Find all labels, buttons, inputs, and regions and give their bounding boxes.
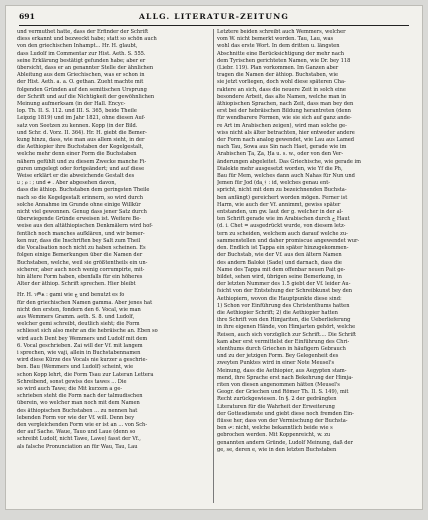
text-line: vom W. nicht bemerkt worden. Tau, Lau, was bbox=[217, 36, 334, 43]
text-line: der Buchstab, wie der Vf. aus den ältern Namen bbox=[217, 252, 342, 259]
page-number: 691 bbox=[19, 12, 35, 21]
page-header bbox=[19, 12, 409, 24]
text-line: änderungen abgeleitet. Das Griechische, wie gerade im bbox=[217, 158, 361, 165]
text-line: Geogr. der Griechen und Römer Th. II. S. 149), mit bbox=[217, 389, 349, 396]
text-line: so wird auch Tawe; die Mit kurzem a ge- bbox=[17, 385, 123, 392]
text-line: Harm, wie auch der Vf. annimmt, gewiss später bbox=[217, 201, 341, 208]
text-line: überwiegende Gründe erweisen ist. Weitere Be- bbox=[17, 216, 141, 223]
text-line: satz von Seetzen zu kennen. Kopp (in der Bild. bbox=[17, 122, 138, 129]
text-line: die Aethiopier ihre Buchstaben der Kegelgestalt, bbox=[17, 144, 144, 151]
text-line: Literaturen für die Wahrheit der Erweiterung bbox=[217, 403, 335, 410]
text-line: fentlich noch manches aufklären, und wir bemer- bbox=[17, 230, 145, 237]
text-line: nicht den ersten, fondern den 6. Vocal, wie man bbox=[17, 306, 141, 313]
text-line: äthiopischen Sprachen, nach Zeit, dass man bey den bbox=[217, 101, 354, 108]
text-line: sie jetzt vorliegen, doch wohl diese späteren Cha- bbox=[217, 79, 346, 86]
text-line: sicherer, aber auch noch wenig corrumpirte, mit- bbox=[17, 266, 145, 273]
text-line: als falsche Pronunciation an für Wau, Tau, Lau bbox=[17, 443, 138, 450]
text-line: (d. i. Chet = ausgedrückt wurde, von diesem letz- bbox=[217, 223, 346, 230]
text-line: in ihre eigenen Hände, von Himjarten gehört, welche bbox=[217, 324, 356, 331]
text-line: zweyten Punktes wird in einer Note Meusel's bbox=[217, 360, 335, 367]
text-line: der Gottesdienste und giebt diese noch fremden Ein- bbox=[217, 410, 354, 417]
text-line: der Form nach analog gewendet, wie Lau aus Lamed bbox=[217, 137, 355, 144]
text-line: Buchstaben, welche, weil sie größtentheils ein un- bbox=[17, 259, 148, 266]
text-line: Letztere beiden schreibt auch Wemmers, welcher bbox=[217, 29, 346, 35]
text-line: die Vocalisation noch nicht zu haben scheinen. Es bbox=[17, 245, 146, 252]
text-line: i sprechen, wie vaji, allein in Buchstabennamen bbox=[17, 349, 141, 356]
text-line: (Liebr. 119). Plan vorkommen. Im Ganzen aber bbox=[217, 65, 339, 72]
text-line: erst bei der hebräischen Bildung herantreten (denn bbox=[217, 108, 351, 115]
text-line: fsicht von der Entstehung der Schreibkunst bey den bbox=[217, 288, 353, 295]
text-line: der letzten Nummer des 1.5 giebt der Vf. leider Au- bbox=[217, 281, 351, 288]
text-line: übersicht, dass er an genannter Stelle der ähnlichen bbox=[17, 65, 154, 72]
text-line: ben. Bau (Wemmers und Ludolf) scheint, wie bbox=[17, 364, 134, 371]
newspaper-page bbox=[5, 5, 423, 510]
text-line: überein, wo welcher man noch mit dem Namen bbox=[17, 400, 140, 407]
header-rule bbox=[19, 25, 409, 26]
text-line: wiss nicht als älter betrachten, hier entweder andere bbox=[217, 129, 355, 136]
text-line: für wendbarere Formen, wie sie sich auf ganz ande- bbox=[217, 115, 352, 122]
text-line: ben ሠ: nicht, welche bekanntlich beide wie s bbox=[217, 425, 333, 432]
text-line: schon Kopp lehrt, die Form Tsau zur Lateran Lettera bbox=[17, 371, 154, 378]
text-line: lebenden Form vor wie der Vf. will. Denn bey bbox=[17, 414, 135, 421]
text-line: den vergleichenden Form wie er ist an ... von Sch- bbox=[17, 421, 148, 428]
text-line: 1) Schon vor Einführung des Christenthums hatten bbox=[217, 302, 350, 309]
text-line: und vermuthet hatte, dass der Erfinder der Schrift bbox=[17, 29, 149, 35]
text-line: folgenden Gründen auf den semitischen Ursprung bbox=[17, 86, 147, 93]
text-line: diess erkannt und bezweckt habe; statt so schön auch bbox=[17, 36, 157, 43]
text-line: flüsse her, dass von der Vermischung der Buchsta- bbox=[217, 417, 348, 424]
text-line: Weise erklärt er die abweichende Gestalt des bbox=[17, 173, 135, 180]
text-line: Leipzig 1819) und im Jahr 1821, ohne diesen Auf- bbox=[17, 115, 146, 122]
column-divider bbox=[213, 29, 214, 503]
text-line: mend, ihre Sprache erst nach Bekehrung der Himja- bbox=[217, 374, 353, 381]
text-line: schreibt Ludolf, nicht Tawe, Lawe) fasst der Vf., bbox=[17, 436, 141, 443]
left-column bbox=[17, 29, 210, 451]
text-line: ge, se, deren e, wie in den letzten Buchstaben bbox=[217, 446, 337, 453]
text-line: tern zu scheiden, welchem auch darauf welche zu- bbox=[217, 230, 348, 237]
text-line: Recht zurückgewiesen. In §. 2 der gedrängten bbox=[217, 396, 337, 403]
text-line: Schreibend, sonst gewiss des tawes ... Die bbox=[17, 378, 127, 385]
text-line: nicht viel gewonnen. Genug dass jener Satz durch bbox=[17, 209, 147, 216]
text-line: ken nur, dass die Inschriften bey Salt zum Theil bbox=[17, 237, 141, 244]
text-line: der Hist. Aeth. a. a. O. gethan. Zueht machte mit bbox=[17, 79, 144, 86]
text-line: spricht, nicht mit dem zu bezeichnenden Buchsta- bbox=[217, 187, 347, 194]
text-line: folgen einige Bemerkungen über die Namen der bbox=[17, 252, 143, 259]
text-line: Meinung aufmerksam (in der Hall. Encyc- bbox=[17, 101, 126, 108]
text-line: ihre Schrift von den Himjariten, die Ueberlieferung bbox=[217, 317, 351, 324]
text-line: wird diese Kürze des Vocals nie kurzer a geschrie- bbox=[17, 357, 148, 364]
text-line: re Art im Arabischen zeigen), wird man solche ge- bbox=[217, 122, 347, 129]
text-line: der Schrift und auf die Nichtigkeit der gewöhnlichen bbox=[17, 93, 155, 100]
text-line: den. Endlich ist Ṭappa ein später hinzugekommen- bbox=[217, 245, 349, 252]
text-line: kam aber erst vermittelst der Einführung des Chri- bbox=[217, 338, 350, 345]
text-line: kung hinzu, dass, wie man aus allem sieht, in der bbox=[17, 137, 145, 144]
text-line: schrieben steht die Form nach der talmudischen bbox=[17, 393, 143, 400]
text-line: nach Tau, Sowa aus Sin nach Haet, gerade wie im bbox=[217, 144, 347, 151]
text-line: stenthums durch Griechen in häufigern Gebrauch bbox=[217, 345, 346, 352]
text-line: entstanden, um gw. laut der g. welcher in der al- bbox=[217, 209, 343, 216]
text-line: seine Erklärung bestätigt gefunden habe; aber er bbox=[17, 57, 146, 64]
text-line: dem Tyrischen gerichteten Namen, wie Dr. bey 118 bbox=[217, 57, 351, 64]
text-line: lop. Th. II. S. 112. und III. S. 365, beide Theile bbox=[17, 108, 137, 115]
text-line: nach so die Kegelgestalt erinnern, so wird durch bbox=[17, 194, 144, 201]
text-line: Abschnitte eine Berücksichtigung der mehr nach bbox=[217, 50, 345, 57]
text-line: nähern gefühlt und zu diesem Zwecke manche Fi- bbox=[17, 158, 147, 165]
text-line: tragen die Namen der äthiop. Buchstaben, wie bbox=[217, 72, 338, 79]
text-line: des andern Baloké (Sade) und darnach, dass die bbox=[217, 259, 342, 266]
text-line: dass Ludolf im Commentar zur Hist. Aeth. S. 555. bbox=[17, 50, 146, 57]
text-line: für den griechischen Namen gamma. Aber jenes hat bbox=[17, 299, 153, 306]
text-line: dass die äthiop. Buchstaben dem geringsten Theile bbox=[17, 187, 150, 194]
text-line: von den griechischen Inhampt... Hr. H. glaubt, bbox=[17, 43, 138, 50]
right-column bbox=[217, 29, 410, 454]
text-line: sammenstellen und daher promiscue angewendet wur- bbox=[217, 237, 360, 244]
journal-title: ALLG. LITERATUR-ZEITUNG bbox=[138, 12, 290, 21]
text-line: riten von diesen angenommen hätten (Meusel's bbox=[217, 381, 340, 388]
text-line: Reisen, auch sich vorzüglich zur Schrift.... Die Schrift bbox=[217, 331, 357, 338]
text-line: hin ältere Form haben, ebenfalls für ein höheres bbox=[17, 273, 143, 280]
text-line: ע ; ዐ : ; und ቀ . Aber abgesehen davon, bbox=[17, 180, 117, 187]
text-line: und Schr. d. Vorz. II. 364). Hr. H. giebt die Bemer- bbox=[17, 129, 147, 136]
text-line: welcher gemi schreibt, deutlich sieht; die Form bbox=[17, 321, 140, 328]
text-line: Meinung, dass die Aethiopier, aus Aegypten stam- bbox=[217, 367, 347, 374]
text-line: und zu der jetzigen Form. Bey Gelegenheit des bbox=[217, 353, 339, 360]
text-line: der auf Sache. Waue, Tauo und Laue (denn so bbox=[17, 429, 136, 436]
text-line: solche Annahme im Grunde ohne einige Willkür bbox=[17, 201, 141, 208]
text-line: Alter der äthiop. Schrift sprechen. Hier bleibt bbox=[17, 281, 136, 288]
text-line: Dialekte mehr ausgesetzt worden, wie Ỳf die Ph, bbox=[217, 165, 343, 172]
text-line: ben anfängt) gereichert worden mögen. Ferner ist bbox=[217, 194, 348, 201]
text-line: weise aus den altäthiopischen Denkmälern wird hof- bbox=[17, 223, 153, 230]
text-line: raktere an sich, dass die neuere Zeit in solch eine bbox=[217, 86, 346, 93]
text-line: welche mehr denn einer Form die Buchstaben bbox=[17, 151, 137, 158]
text-line: Name des Ṭappa mit dem offenbar neuen Pait ge- bbox=[217, 266, 346, 273]
text-line: wird auch Dent bey Wemmers und Ludolf mit dem bbox=[17, 335, 148, 342]
text-line: aus Wemmers Gramm. aeth. S. 8. und Ludolf, bbox=[17, 313, 135, 320]
text-line: wohl das erste Wort. In dem dritten u. längsten bbox=[217, 43, 340, 50]
text-line: Hr. H. ገምል : gami wie ج und benutzt es fo bbox=[17, 292, 125, 299]
text-line: bildet, sehen wird, übrigen seine Bemerkung, in bbox=[217, 273, 342, 280]
text-line: Arabischen Ṭa, Ẓa, Ḥa u. s. w., oder von den Ver- bbox=[217, 151, 344, 158]
text-line: besondere Arbeit, das alte Namen, welche man in bbox=[217, 93, 347, 100]
text-line: die Aethiopier Schrift; 2) die Aethiopier hatten bbox=[217, 309, 338, 316]
text-line: Jemen für Jod (da ̯ᚼ : id, welches genau ent- bbox=[217, 180, 330, 187]
text-line: Aethiopiern, wovon die Hauptpunkte diese sind: bbox=[217, 295, 342, 302]
text-line: gebrochen werden. Mit Koppenreicht, w. zu bbox=[217, 432, 331, 439]
text-line: Ḃau für Mem, welches dann auch Nahas für Nun und bbox=[217, 173, 355, 180]
text-line: des äthiopischen Buchstaben ... zu nennen hat bbox=[17, 407, 138, 414]
text-line: 6. Vocal geschrieben. Zai will der Vf. mit langem bbox=[17, 342, 143, 349]
text-line: schliesst sich also mehr an die hebräische an. Eben so bbox=[17, 328, 158, 335]
text-line: Ableitung aus dem Griechischen, was er schon in bbox=[17, 72, 145, 79]
text-line: ten Schrift gerade wie im Arabischen durch ح Haut bbox=[217, 216, 350, 223]
text-line: genannten andern Gründe, Ludolf Meinung, daß der bbox=[217, 439, 353, 446]
text-line: guren umgelegt oder fortgeändert; und auf diese bbox=[17, 165, 145, 172]
